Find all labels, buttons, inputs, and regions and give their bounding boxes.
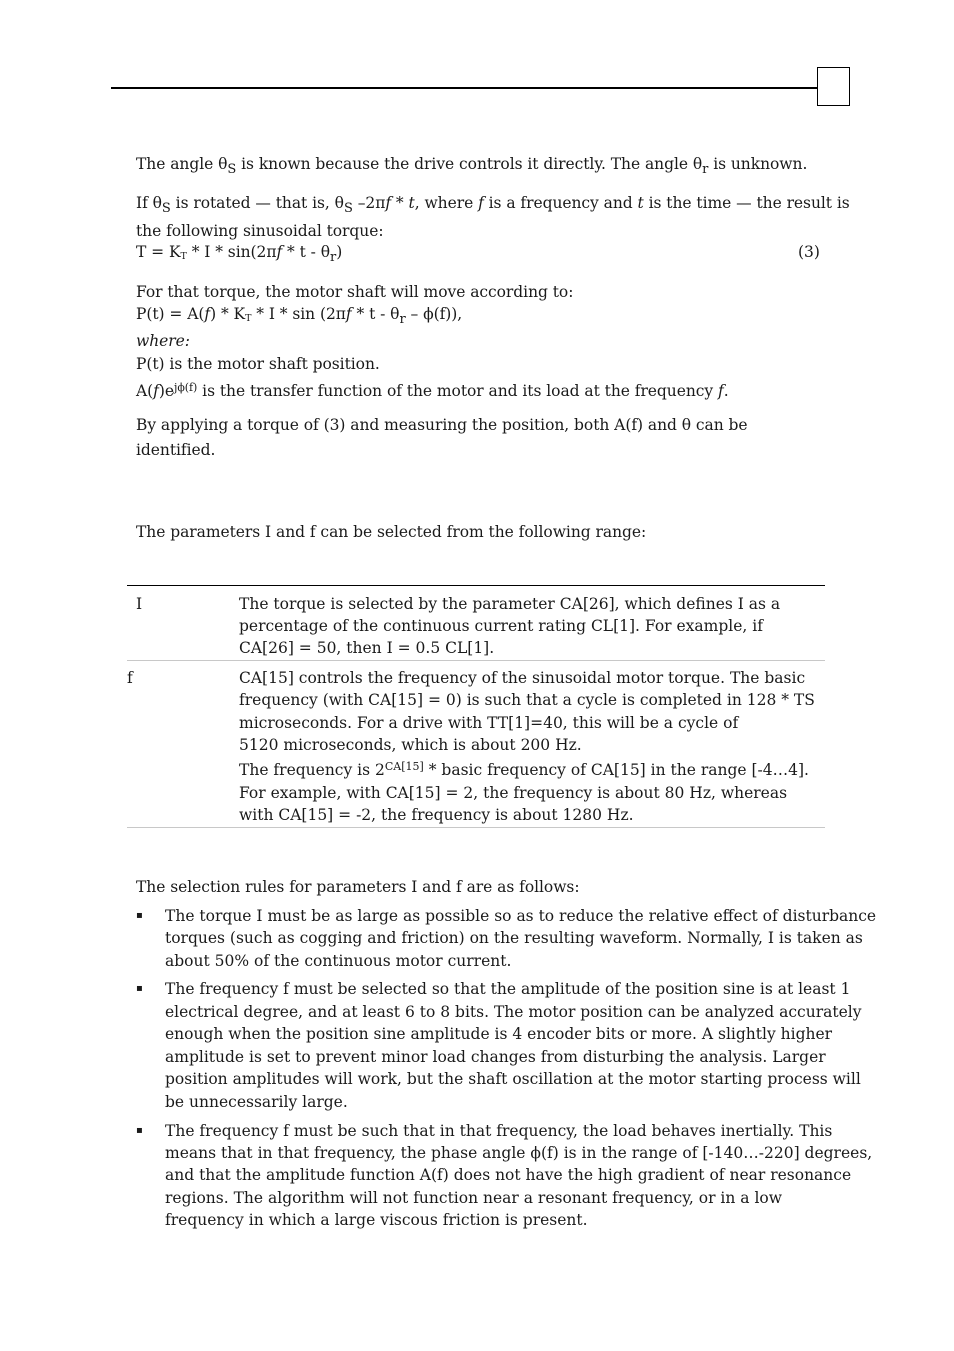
table-desc-line: with CA[15] = -2, the frequency is about 1280 Hz. [239, 806, 634, 824]
text: * [391, 194, 409, 212]
text: * I * sin(2π [186, 243, 277, 261]
paragraph-angles [136, 153, 807, 181]
bullet-marker: ▪ [136, 983, 143, 994]
bullet-line: The torque I must be as large as possible so as to reduce the relative effect of disturbance [165, 907, 877, 925]
bullet-line: The frequency f must be selected so that the amplitude of the position sine is at least 1 [165, 980, 851, 998]
italic-var: f [385, 194, 392, 212]
subscript: T [180, 251, 187, 262]
table-desc-line: For example, with CA[15] = 2, the frequency is about 80 Hz, whereas [239, 784, 788, 802]
text: A( [136, 382, 154, 400]
italic-var: f [204, 305, 211, 323]
text: is the time — the result is [643, 194, 850, 212]
table-desc-line: microseconds. For a drive with TT[1]=40, this will be a cycle of [239, 714, 739, 732]
bullet-line: torques (such as cogging and friction) on the resulting waveform. Normally, I is taken as [165, 929, 863, 947]
bullet-line: amplitude is set to prevent minor load changes from disturbing the analysis. Larger [165, 1048, 826, 1066]
paragraph-identify-line1: By applying a torque of (3) and measuring the position, both A(f) and θ can be [136, 416, 748, 434]
bullet-line: position amplitudes will work, but the shaft oscillation at the motor starting process will [165, 1070, 861, 1088]
text: . [723, 382, 729, 400]
equation-position [136, 303, 462, 331]
text: – ϕ(f)), [405, 305, 463, 323]
subscript: S [227, 162, 237, 177]
page-number-box [817, 67, 850, 106]
paragraph-parameters-range: The parameters I and f can be selected from the following range: [136, 523, 647, 541]
text: P(t) = A( [136, 305, 205, 323]
text: If θ [136, 194, 162, 212]
bullet-line: The frequency f must be such that in that frequency, the load behaves inertially. This [165, 1122, 833, 1140]
text: –2π [352, 194, 386, 212]
definition-position: P(t) is the motor shaft position. [136, 355, 380, 373]
table-desc-line: The torque is selected by the parameter CA[26], which defines I as a [239, 595, 781, 613]
equation-number: (3) [798, 243, 820, 261]
table-param-f: f [127, 669, 133, 687]
italic-var: f [718, 382, 724, 400]
equation-3 [136, 241, 342, 269]
text: ) [336, 243, 343, 261]
bullet-line: about 50% of the continuous motor current. [165, 952, 512, 970]
text: The frequency is 2 [239, 761, 385, 779]
text: ) * K [210, 305, 246, 323]
bullet-line: be unnecessarily large. [165, 1093, 348, 1111]
text: is a frequency and [483, 194, 638, 212]
table-desc-line: percentage of the continuous current rating CL[1]. For example, if [239, 617, 763, 635]
italic-var: f [345, 305, 352, 323]
italic-var: t [637, 194, 644, 212]
bullet-line: means that in that frequency, the phase angle ϕ(f) is in the range of [-140…-220] degrees, [165, 1144, 873, 1162]
subscript: r [330, 250, 337, 265]
text: is the transfer function of the motor and its load at the frequency [197, 382, 719, 400]
italic-var: t [408, 194, 415, 212]
text: * I * sin (2π [251, 305, 346, 323]
bullet-marker: ▪ [136, 1125, 143, 1136]
paragraph-identify-line2: identified. [136, 441, 216, 459]
bullet-line: enough when the position sine amplitude is 4 encoder bits or more. A slightly higher [165, 1025, 833, 1043]
italic-var: f [153, 382, 159, 400]
header-rule [111, 87, 819, 89]
text: * t - θ [282, 243, 331, 261]
table-desc-line: frequency (with CA[15] = 0) is such that a cycle is completed in 128 * TS [239, 691, 815, 709]
text: The angle θ [136, 155, 228, 173]
table-row-separator [127, 660, 825, 661]
table-frequency-line [239, 756, 809, 781]
text: T = K [136, 243, 181, 261]
where-label: where: [136, 332, 190, 350]
text: is rotated — that is, θ [170, 194, 344, 212]
superscript: CA[15] [384, 760, 424, 773]
paragraph-rotation-line2: the following sinusoidal torque: [136, 222, 384, 240]
table-param-I: I [136, 595, 143, 613]
bullet-line: regions. The algorithm will not function near a resonant frequency, or in a low [165, 1189, 783, 1207]
table-desc-line: CA[26] = 50, then I = 0.5 CL[1]. [239, 639, 495, 657]
subscript: S [343, 201, 353, 216]
subscript: S [161, 201, 171, 216]
italic-var: f [478, 194, 484, 212]
paragraph-selection-rules: The selection rules for parameters I and f are as follows: [136, 878, 580, 896]
table-top-rule [127, 585, 825, 586]
table-desc-line: 5120 microseconds, which is about 200 Hz. [239, 736, 582, 754]
bullet-line: and that the amplitude function A(f) does not have the high gradient of near resonance [165, 1166, 852, 1184]
subscript: r [399, 312, 406, 327]
subscript: r [702, 162, 709, 177]
bullet-line: electrical degree, and at least 6 to 8 bits. The motor position can be analyzed accurately [165, 1003, 862, 1021]
definition-transfer-function [136, 377, 729, 402]
table-desc-line: CA[15] controls the frequency of the sinusoidal motor torque. The basic [239, 669, 806, 687]
text: )e [158, 382, 174, 400]
text: * basic frequency of CA[15] in the range [-4…4]. [423, 761, 809, 779]
subscript: T [245, 313, 252, 324]
bullet-line: frequency in which a large viscous friction is present. [165, 1211, 588, 1229]
text: is known because the drive controls it directly. The angle θ [236, 155, 703, 173]
bullet-marker: ▪ [136, 910, 143, 921]
superscript: jϕ(f) [173, 381, 198, 394]
table-bottom-rule [127, 827, 825, 828]
paragraph-rotation-line1 [136, 192, 850, 220]
paragraph-motor-shaft: For that torque, the motor shaft will move according to: [136, 283, 574, 301]
text: , where [414, 194, 479, 212]
text: * t - θ [351, 305, 400, 323]
text: is unknown. [708, 155, 808, 173]
italic-var: f [276, 243, 283, 261]
